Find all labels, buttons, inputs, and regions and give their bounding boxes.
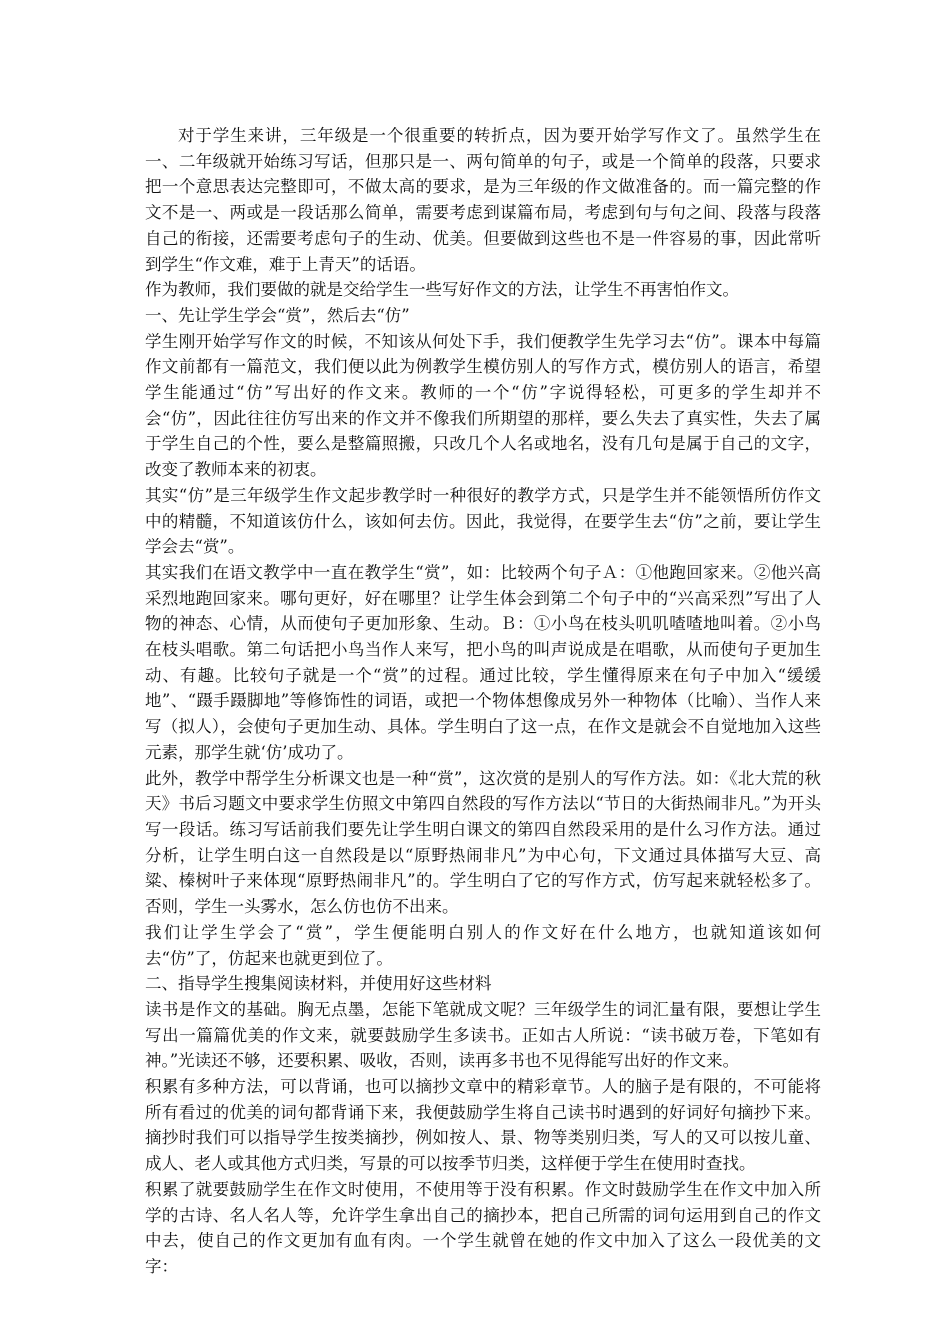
paragraph: 此外，教学中帮学生分析课文也是一种“赏”，这次赏的是别人的写作方法。如：《北大荒的秋天》书后习题文中要求学生仿照文中第四自然段的写作方法以“节日的大街热闹非凡。”为开头写一段话。练习写话前我们要先让学生明白课文的第四自然段采用的是什么习作方法。通过分析，让学生明白这一自然段是以“原野热闹非凡”为中心句，下文通过具体描写大豆、高粱、榛树叶子来体现“原野热闹非凡”的。学生明白了它的写作方式，仿写起来就轻松多了。否则，学生一头雾水，怎么仿也仿不出来。	[145, 768, 821, 917]
paragraph: 我们让学生学会了“赏”，学生便能明白别人的作文好在什么地方，也就知道该如何去“仿”了，仿起来也就更到位了。	[145, 922, 821, 968]
paragraph: 积累了就要鼓励学生在作文时使用，不使用等于没有积累。作文时鼓励学生在作文中加入所学的古诗、名人名人等，允许学生拿出自己的摘抄本，把自己所需的词句运用到自己的作文中去，使自己的作文更加有血有肉。一个学生就曾在她的作文中加入了这么一段优美的文字：	[145, 1179, 821, 1276]
paragraph: 其实我们在语文教学中一直在教学生“赏”，如：比较两个句子Ａ：①他跑回家来。②他兴高采烈地跑回家来。哪句更好，好在哪里？让学生体会到第二个句子中的“兴高采烈”写出了人物的神态、心情，从而使句子更加形象、生动。Ｂ：①小鸟在枝头叽叽喳喳地叫着。②小鸟在枝头唱歌。第二句话把小鸟当作人来写，把小鸟的叫声说成是在唱歌，从而使句子更加生动、有趣。比较句子就是一个“赏”的过程。通过比较，学生懂得原来在句子中加入“缓缓地”、“蹑手蹑脚地”等修饰性的词语，或把一个物体想像成另外一种物体（比喻）、当作人来写（拟人），会使句子更加生动、具体。学生明白了这一点，在作文是就会不自觉地加入这些元素，那学生就‘仿’成功了。	[145, 562, 821, 762]
section-heading: 二、指导学生搜集阅读材料，并使用好这些材料	[145, 974, 492, 994]
document-page	[145, 123, 821, 1280]
paragraph: 读书是作文的基础。胸无点墨，怎能下笔就成文呢？三年级学生的词汇量有限，要想让学生写出一篇篇优美的作文来，就要鼓励学生多读书。正如古人所说：“读书破万卷，下笔如有神。”光读还不够，还要积累、吸收，否则，读再多书也不见得能写出好的作文来。	[145, 999, 821, 1071]
paragraph: 学生刚开始学写作文的时候，不知该从何处下手，我们便教学生先学习去“仿”。课本中每篇作文前都有一篇范文，我们便以此为例教学生模仿别人的写作方式，模仿别人的语言，希望学生能通过“仿”写出好的作文来。教师的一个“仿”字说得轻松，可更多的学生却并不会“仿”，因此往往仿写出来的作文并不像我们所期望的那样，要么失去了真实性，失去了属于学生自己的个性，要么是整篇照搬，只改几个人名或地名，没有几句是属于自己的文字，改变了教师本来的初衷。	[145, 331, 821, 480]
section-heading: 一、先让学生学会“赏”，然后去“仿”	[145, 305, 410, 325]
paragraph: 作为教师，我们要做的就是交给学生一些写好作文的方法，让学生不再害怕作文。	[145, 280, 739, 300]
paragraph: 其实“仿”是三年级学生作文起步教学时一种很好的教学方式，只是学生并不能领悟所仿作文中的精髓，不知道该仿什么，该如何去仿。因此，我觉得，在要学生去“仿”之前，要让学生学会去“赏”。	[145, 485, 821, 557]
paragraph: 积累有多种方法，可以背诵，也可以摘抄文章中的精彩章节。人的脑子是有限的，不可能将所有看过的优美的词句都背诵下来，我便鼓励学生将自己读书时遇到的好词好句摘抄下来。摘抄时我们可以指导学生按类摘抄，例如按人、景、物等类别归类，写人的又可以按儿童、成人、老人或其他方式归类，写景的可以按季节归类，这样便于学生在使用时查找。	[145, 1077, 821, 1174]
paragraph: 对于学生来讲，三年级是一个很重要的转折点，因为要开始学写作文了。虽然学生在一、二年级就开始练习写话，但那只是一、两句简单的句子，或是一个简单的段落，只要求把一个意思表达完整即可，不做太高的要求，是为三年级的作文做准备的。而一篇完整的作文不是一、两或是一段话那么简单，需要考虑到谋篇布局，考虑到句与句之间、段落与段落自己的衔接，还需要考虑句子的生动、优美。但要做到这些也不是一件容易的事，因此常听到学生“作文难，难于上青天”的话语。	[145, 126, 821, 274]
